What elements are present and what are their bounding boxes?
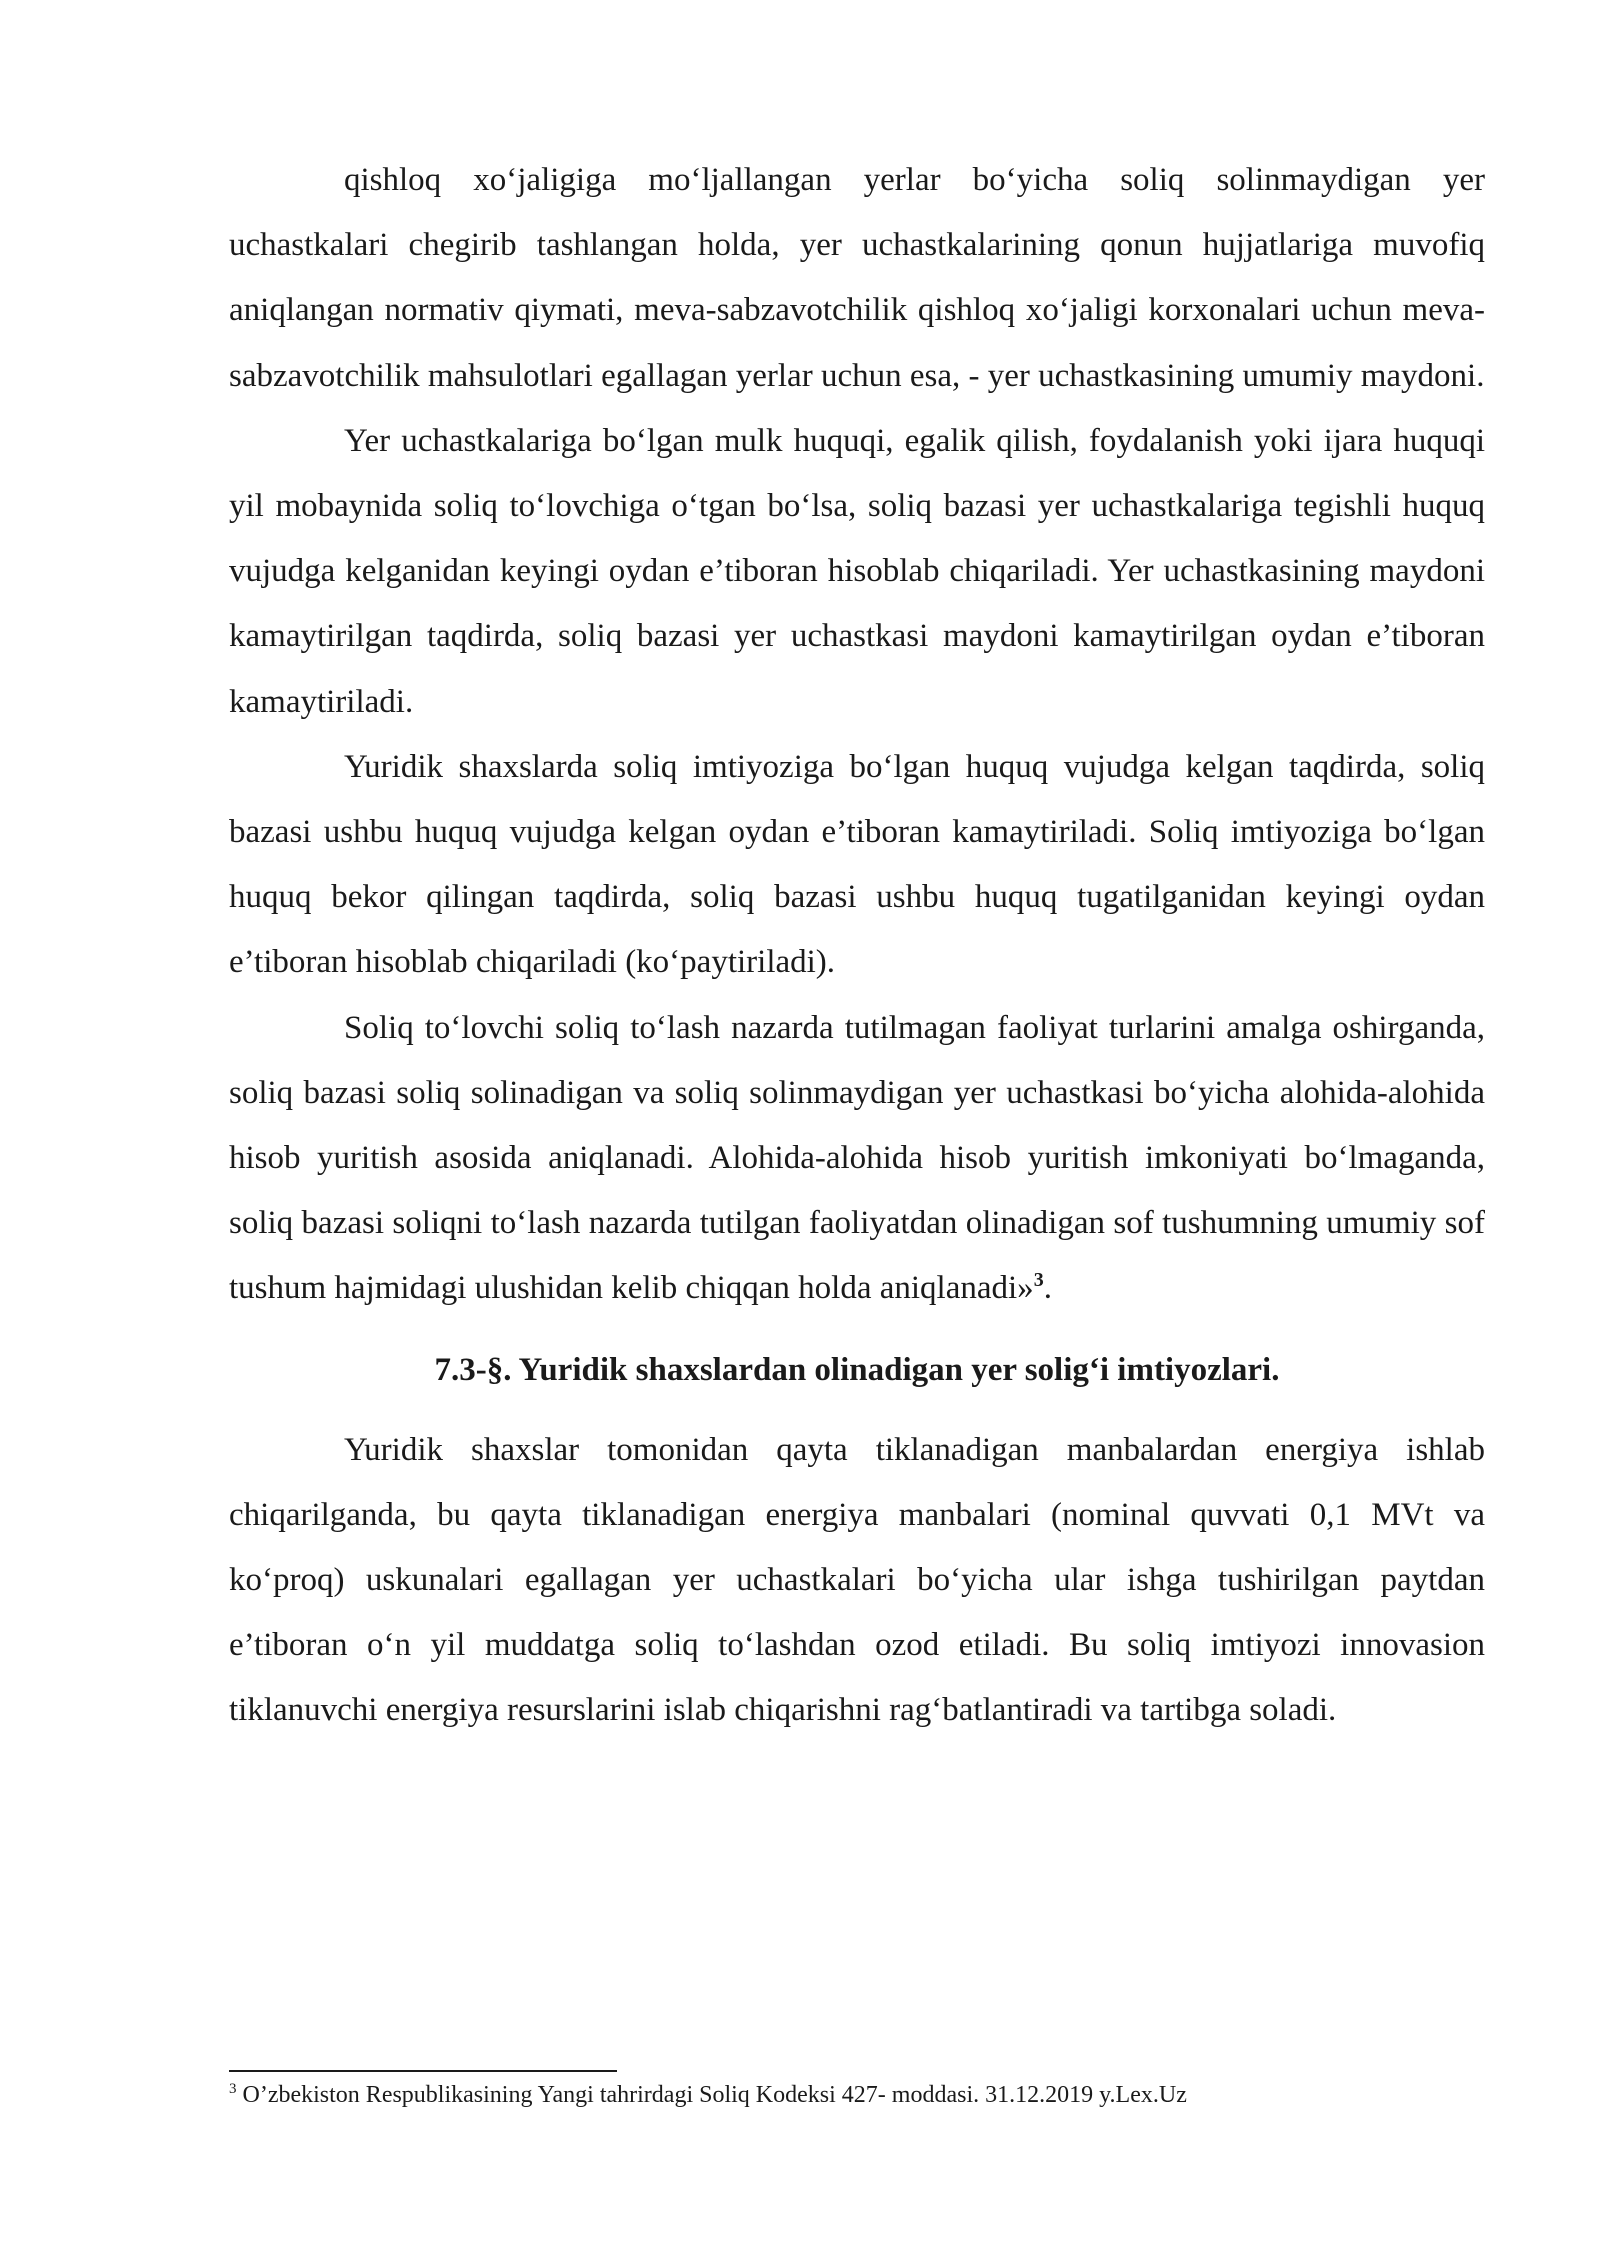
- section-heading: 7.3-§. Yuridik shaxslardan olinadigan yer solig‘i imtiyozlari.: [434, 1351, 1280, 1388]
- footnote-number: 3: [229, 2081, 237, 2097]
- footnote-text: O’zbekiston Respublikasining Yangi tahrirdagi Soliq Kodeksi 427- moddasi. 31.12.2019 y.Lex.Uz: [236, 2082, 1187, 2108]
- paragraph-separate-accounting: [229, 996, 1485, 1322]
- paragraph-separate-accounting-text: Soliq to‘lovchi soliq to‘lash nazarda tutilmagan faoliyat turlarini amalga oshirganda, soliq bazasi soliq solinadigan va soliq solinmaydigan yer uchastkasi bo‘yicha alohida-alohida hisob yuritish asosida aniqlanadi. Alohida-alohida hisob yuritish imkoniyati bo‘lmaganda, soliq bazasi soliqni to‘lash nazarda tutilgan faoliyatdan olinadigan sof tushumning umumiy sof tushum hajmidagi ulushidan kelib chiqqan holda aniqlanadi»: [229, 1009, 1485, 1307]
- paragraph-property-rights: Yer uchastkalariga bo‘lgan mulk huquqi, egalik qilish, foydalanish yoki ijara huquqi yil mobaynida soliq to‘lovchiga o‘tgan bo‘lsa, soliq bazasi yer uchastkalariga tegishli huquq vujudga kelganidan keyingi oydan e’tiboran hisoblab chiqariladi. Yer uchastkasining maydoni kamaytirilgan taqdirda, soliq bazasi yer uchastkasi maydoni kamaytirilgan oydan e’tiboran kamaytiriladi.: [229, 422, 1485, 720]
- page-body: [229, 148, 1485, 1744]
- footnote-reference[interactable]: 3: [1033, 1269, 1044, 1292]
- paragraph-renewable-energy-exemption: Yuridik shaxslar tomonidan qayta tiklanadigan manbalardan energiya ishlab chiqarilganda, bu qayta tiklanadigan energiya manbalari (nominal quvvati 0,1 MVt va ko‘proq) uskunalari egallagan yer uchastkalari bo‘yicha ular ishga tushirilgan paytdan e’tiboran o‘n yil muddatga soliq to‘lashdan ozod etiladi. Bu soliq imtiyozi innovasion tiklanuvchi energiya resurslarini islab chiqarishni rag‘batlantiradi va tartibga soladi.: [229, 1431, 1485, 1729]
- paragraph-continuation: qishloq xo‘jaligiga mo‘ljallangan yerlar bo‘yicha soliq solinmaydigan yer uchastkalari chegirib tashlangan holda, yer uchastkalarining qonun hujjatlariga muvofiq aniqlangan normativ qiymati, meva-sabzavotchilik qishloq xo‘jaligi korxonalari uchun meva-sabzavotchilik mahsulotlari egallagan yerlar uchun esa, - yer uchastkasining umumiy maydoni.: [229, 162, 1485, 394]
- paragraph-tax-benefit-right: Yuridik shaxslarda soliq imtiyoziga bo‘lgan huquq vujudga kelgan taqdirda, soliq bazasi ushbu huquq vujudga kelgan oydan e’tiboran kamaytiriladi. Soliq imtiyoziga bo‘lgan huquq bekor qilingan taqdirda, soliq bazasi ushbu huquq tugatilganidan keyingi oydan e’tiboran hisoblab chiqariladi (ko‘paytiriladi).: [229, 748, 1485, 981]
- footnote-separator: [229, 2070, 617, 2072]
- paragraph-end-punctuation: .: [1043, 1270, 1052, 1307]
- footnote: [229, 2078, 1485, 2112]
